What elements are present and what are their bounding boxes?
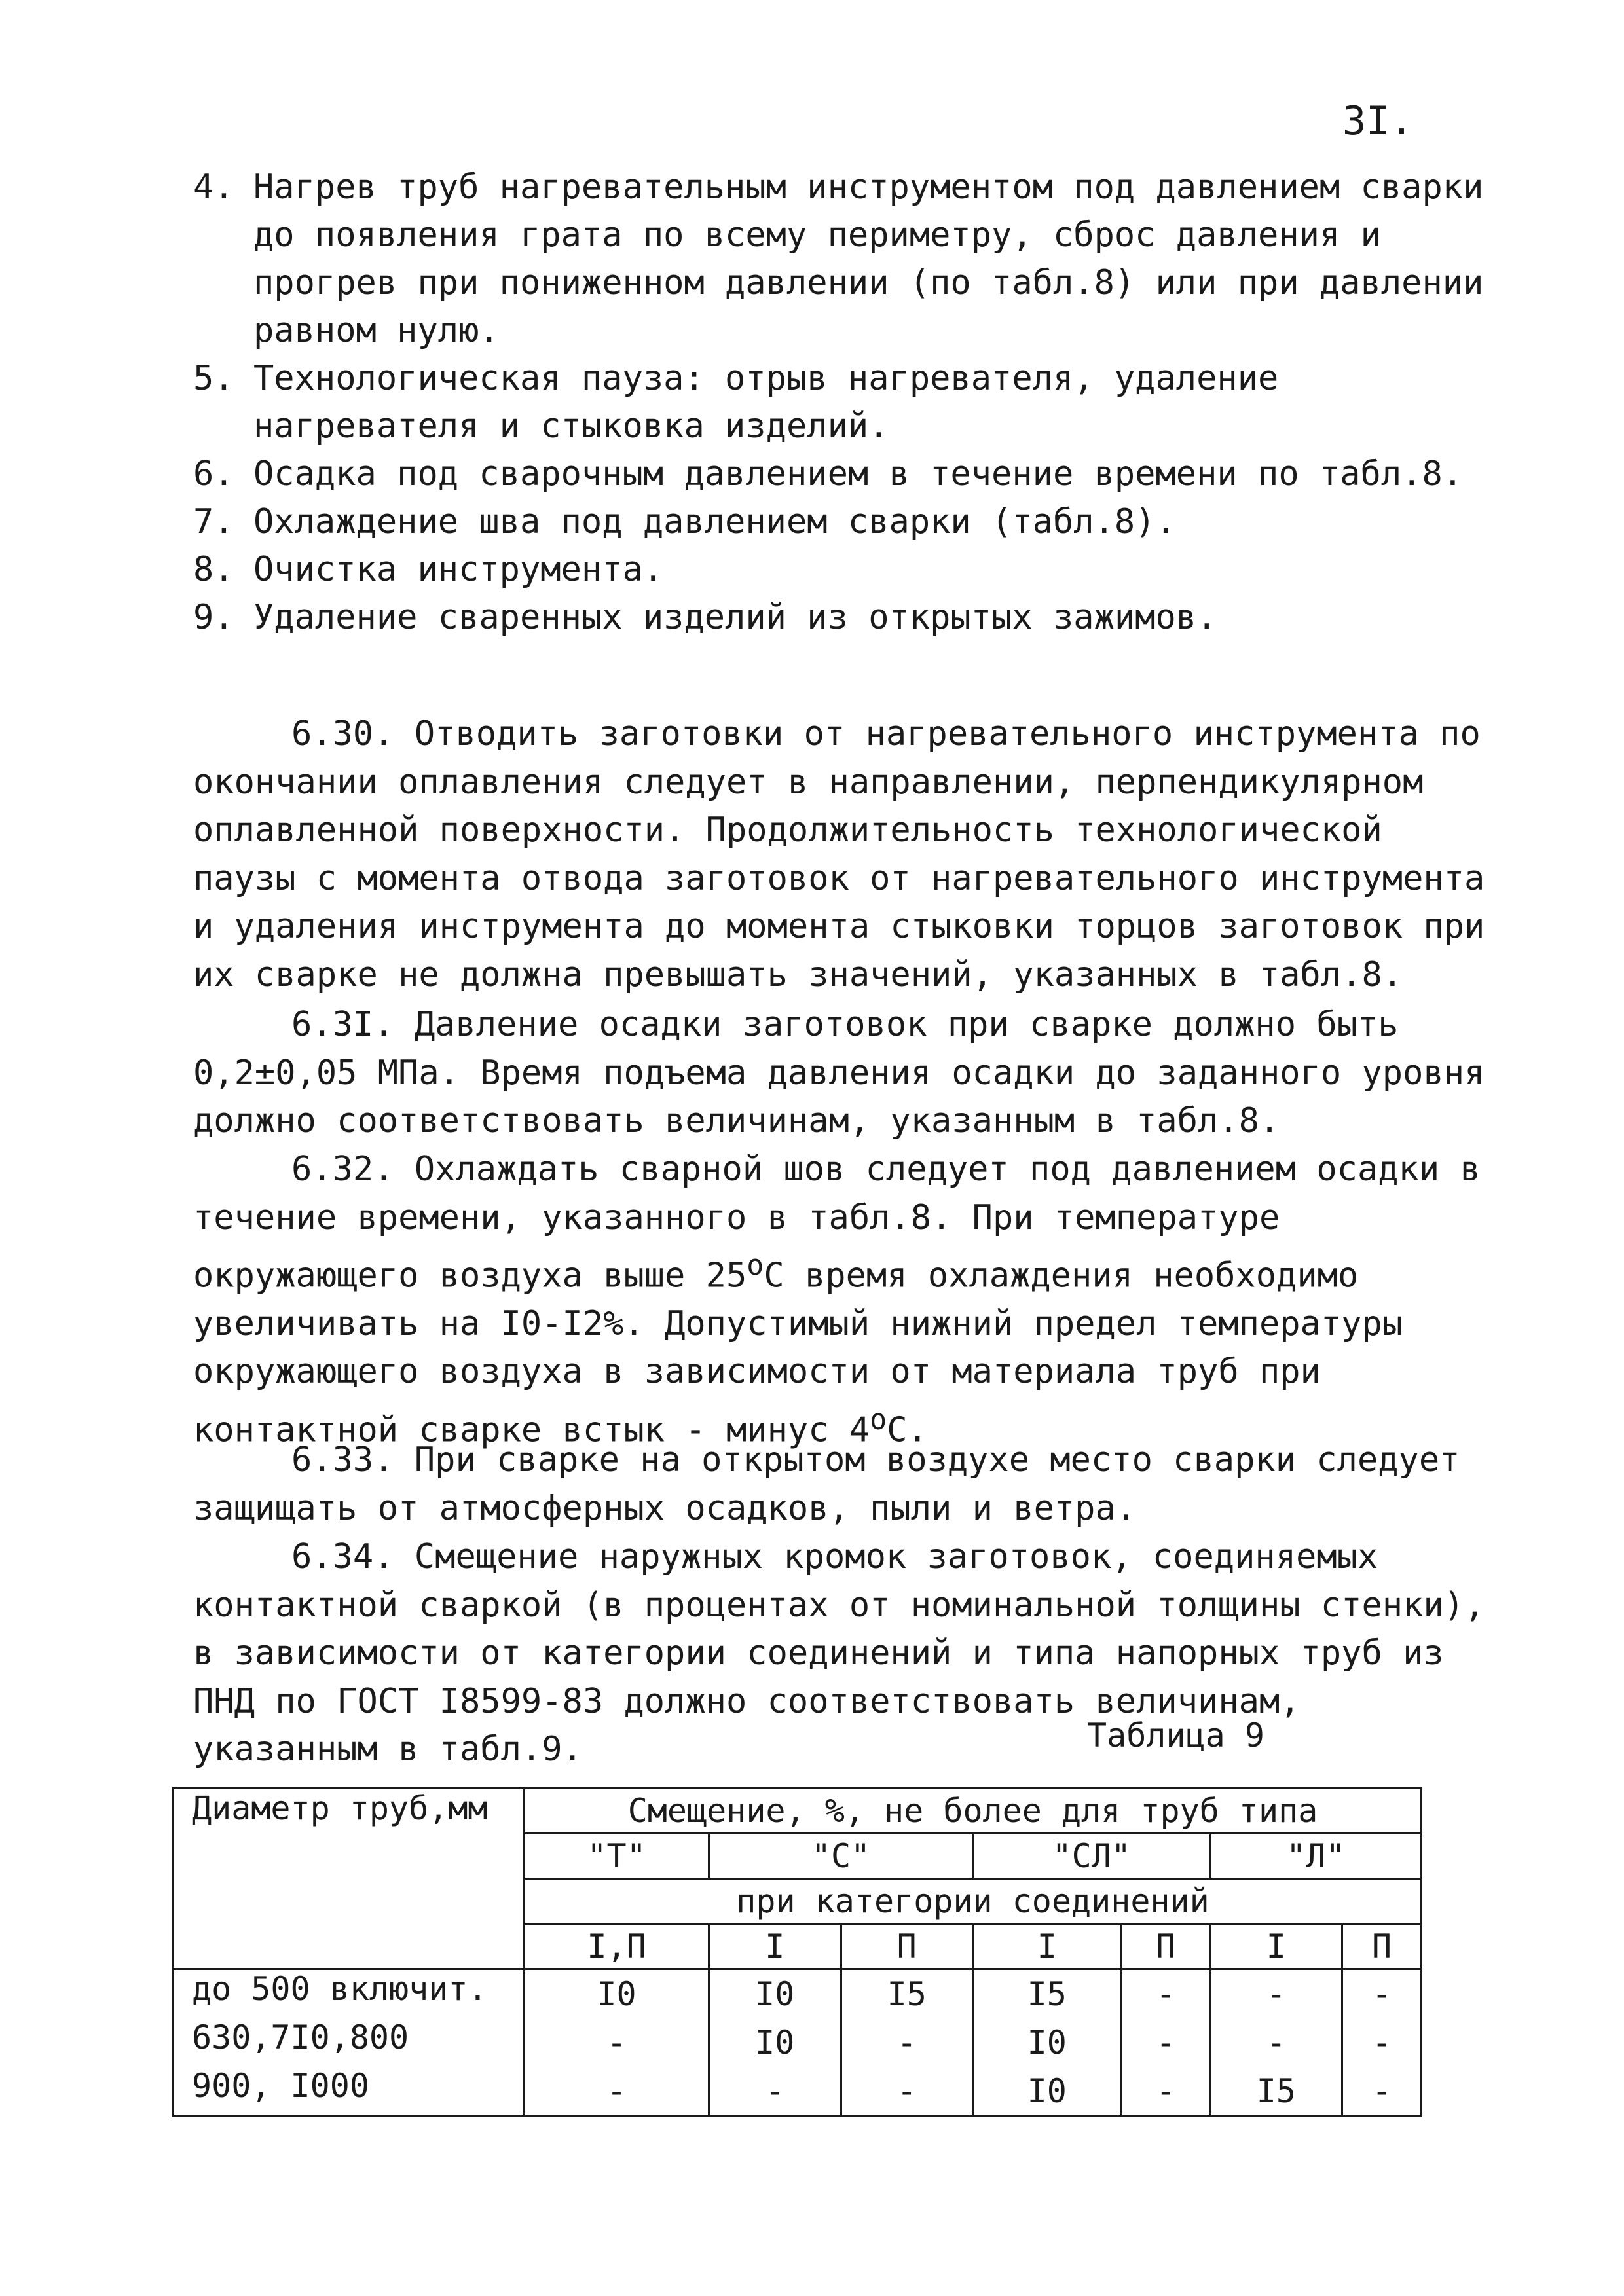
degree-sign: o [870, 1403, 887, 1436]
list-item [193, 355, 1496, 450]
paragraph-6-30: 6.30. Отводить заготовки от нагревательного инструмента по окончании оплавления следует в направлении, перпендикулярном оплавленной поверхности. Продолжительность технологической паузы с момента отвода заготовок от нагревательного инструмента и удаления инструмента до момента стыковки торцов заготовок при их сварке не должна превышать значений, указанных в табл.8. [193, 714, 1485, 994]
table-header-cat: I [972, 1924, 1121, 1969]
table-cell: I0 [709, 2018, 841, 2067]
step-text: Охлаждение шва под давлением сварки (табл.8). [253, 502, 1176, 541]
step-text: Удаление сваренных изделий из открытых зажимов. [253, 598, 1217, 637]
page-number: 3I. [1342, 98, 1414, 144]
step-number: 6. [193, 454, 234, 494]
step-number: 9. [193, 598, 234, 637]
table-cell: - [1342, 2018, 1422, 2067]
paragraph-text: С время охлаждения необходимо увеличивать на I0-I2%. Допустимый нижний предел температуры окружающего воздуха в зависимости от материала труб при контактной сварке встык - минус 4 [193, 1256, 1403, 1450]
table-header-cat: П [1342, 1924, 1422, 1969]
table-cell: I5 [1210, 2067, 1342, 2117]
paragraph-6-31: 6.3I. Давление осадки заготовок при сварке должно быть 0,2±0,05 МПа. Время подъема давления осадки до заданного уровня должно соответствовать величинам, указанным в табл.8. [193, 1005, 1485, 1140]
list-item [193, 594, 1496, 642]
table-header-type: "СЛ" [972, 1834, 1210, 1879]
step-text: Нагрев труб нагревательным инструментом под давлением сварки до появления грата по всему периметру, сброс давления и прогрев при пониженном давлении (по табл.8) или при давлении равном нулю. [253, 168, 1484, 350]
table-cell: - [1121, 2018, 1210, 2067]
table-header-type: "Л" [1210, 1834, 1421, 1879]
step-number: 4. [193, 168, 234, 207]
table-cell: - [1210, 2018, 1342, 2067]
step-text: Осадка под сварочным давлением в течение времени по табл.8. [253, 454, 1464, 494]
table-cell: I0 [972, 2067, 1121, 2117]
table-header-category: при категории соединений [525, 1879, 1422, 1924]
step-text: Очистка инструмента. [253, 550, 664, 589]
paragraph-text: С. [887, 1410, 928, 1450]
step-number: 5. [193, 359, 234, 398]
paragraph-6-33: 6.33. При сварке на открытом воздухе место сварки следует защищать от атмосферных осадков, пыли и ветра. [193, 1440, 1460, 1528]
table-cell: - [1210, 1969, 1342, 2019]
table-header-type: "С" [709, 1834, 973, 1879]
table-row [173, 2018, 1422, 2067]
table-header-offset: Смещение, %, не более для труб типа [525, 1789, 1422, 1834]
table-cell: I0 [525, 1969, 709, 2019]
table-cell: - [525, 2067, 709, 2117]
table-cell: I5 [841, 1969, 972, 2019]
table-caption: Таблица 9 [1087, 1717, 1264, 1755]
step-number: 7. [193, 502, 234, 541]
table-cell-diameter: 630,7I0,800 [173, 2018, 525, 2067]
procedure-steps [193, 164, 1496, 642]
offset-table [172, 1787, 1422, 2117]
table-cell: I0 [972, 2018, 1121, 2067]
table-cell: - [1342, 1969, 1422, 2019]
list-item [193, 164, 1496, 355]
table-cell: - [709, 2067, 841, 2117]
table-cell: - [1342, 2067, 1422, 2117]
paragraph-6-34: 6.34. Смещение наружных кромок заготовок, соединяемых контактной сваркой (в процентах от номинальной толщины стенки), в зависимости от категории соединений и типа напорных труб из ПНД по ГОСТ I8599-83 должно соответствовать величинам, указанным в табл.9. [193, 1537, 1485, 1769]
table-cell: I5 [972, 1969, 1121, 2019]
table-row [173, 2067, 1422, 2117]
table-header-cat: П [1121, 1924, 1210, 1969]
table-cell: I0 [709, 1969, 841, 2019]
table-cell: - [841, 2018, 972, 2067]
list-item [193, 450, 1496, 498]
table-row [173, 1969, 1422, 2019]
table-cell: - [525, 2018, 709, 2067]
table-header-cat: I [709, 1924, 841, 1969]
step-text: Технологическая пауза: отрыв нагревателя, удаление нагревателя и стыковка изделий. [253, 359, 1279, 446]
step-number: 8. [193, 550, 234, 589]
paragraph-text: 6.32. Охлаждать сварной шов следует под давлением осадки в течение времени, указанного в табл.8. При температуре окружающего воздуха выше 25 [193, 1150, 1481, 1296]
degree-sign: o [747, 1249, 764, 1282]
table-cell: - [1121, 1969, 1210, 2019]
paragraph-6-32 [193, 1146, 1496, 1455]
table-cell: - [1121, 2067, 1210, 2117]
table-cell: - [841, 2067, 972, 2117]
list-item [193, 498, 1496, 546]
table-header-cat: П [841, 1924, 972, 1969]
table-header-cat: I [1210, 1924, 1342, 1969]
table-header-type: "Т" [525, 1834, 709, 1879]
table-header-diameter: Диаметр труб,мм [173, 1789, 525, 1969]
table-header-cat: I,П [525, 1924, 709, 1969]
table-cell-diameter: до 500 включит. [173, 1969, 525, 2019]
list-item [193, 546, 1496, 594]
table-cell-diameter: 900, I000 [173, 2067, 525, 2117]
